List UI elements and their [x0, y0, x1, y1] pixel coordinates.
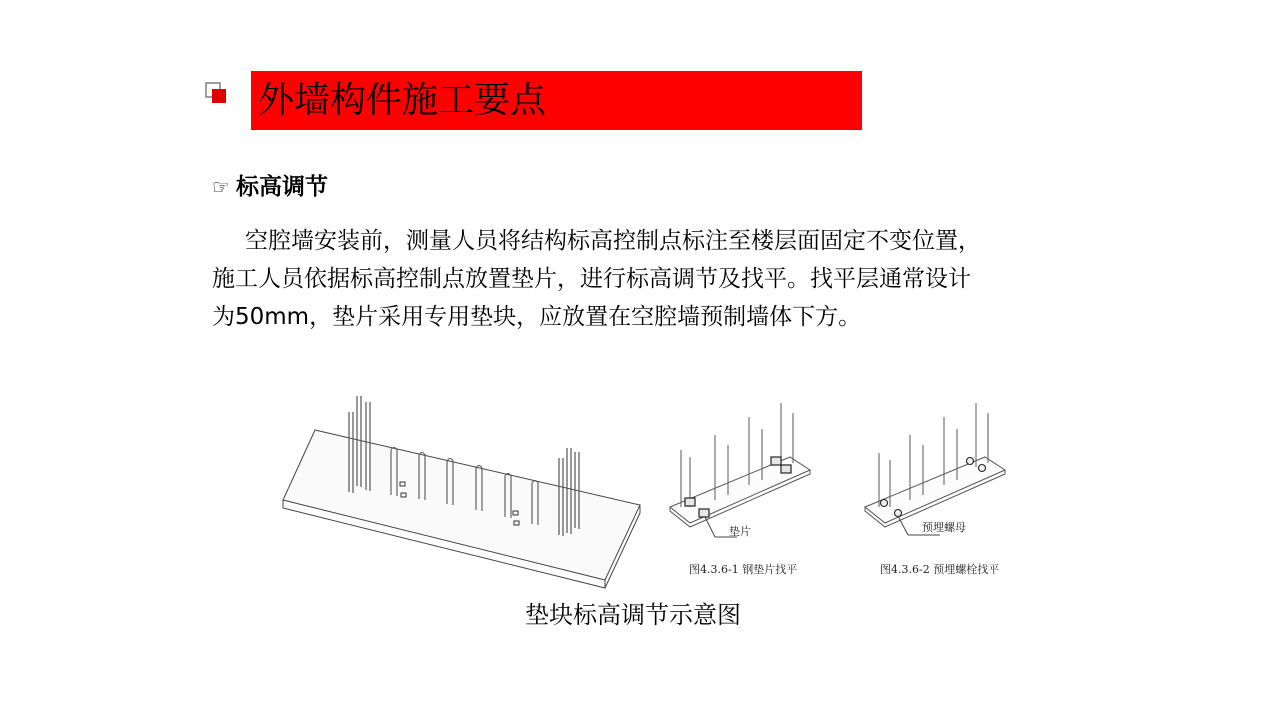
nut-label: 预埋螺母: [922, 521, 966, 534]
slab-diagram: [275, 390, 655, 590]
paragraph-line: 施工人员依据标高控制点放置垫片，进行标高调节及找平。找平层通常设计: [212, 266, 971, 292]
paragraph-line: 为50mm，垫片采用专用垫块，应放置在空腔墙预制墙体下方。: [212, 304, 862, 330]
page-title: 外墙构件施工要点: [258, 80, 547, 121]
pointing-hand-icon: ☞: [212, 175, 230, 199]
figure-caption: 垫块标高调节示意图: [525, 601, 741, 629]
body-paragraph: [212, 222, 1092, 336]
fig2-caption: 图4.3.6-1 钢垫片找平: [689, 563, 798, 576]
embedded-nut-diagram: [860, 395, 1010, 580]
title-bullet-icon: [205, 82, 227, 104]
section-heading: [212, 170, 328, 204]
shim-label: 垫片: [729, 525, 751, 538]
paragraph-line: 空腔墙安装前，测量人员将结构标高控制点标注至楼层面固定不变位置，: [245, 228, 981, 254]
steel-shim-diagram: [665, 395, 815, 580]
section-heading-text: 标高调节: [235, 174, 328, 200]
fig3-caption: 图4.3.6-2 预埋螺栓找平: [880, 563, 1000, 576]
